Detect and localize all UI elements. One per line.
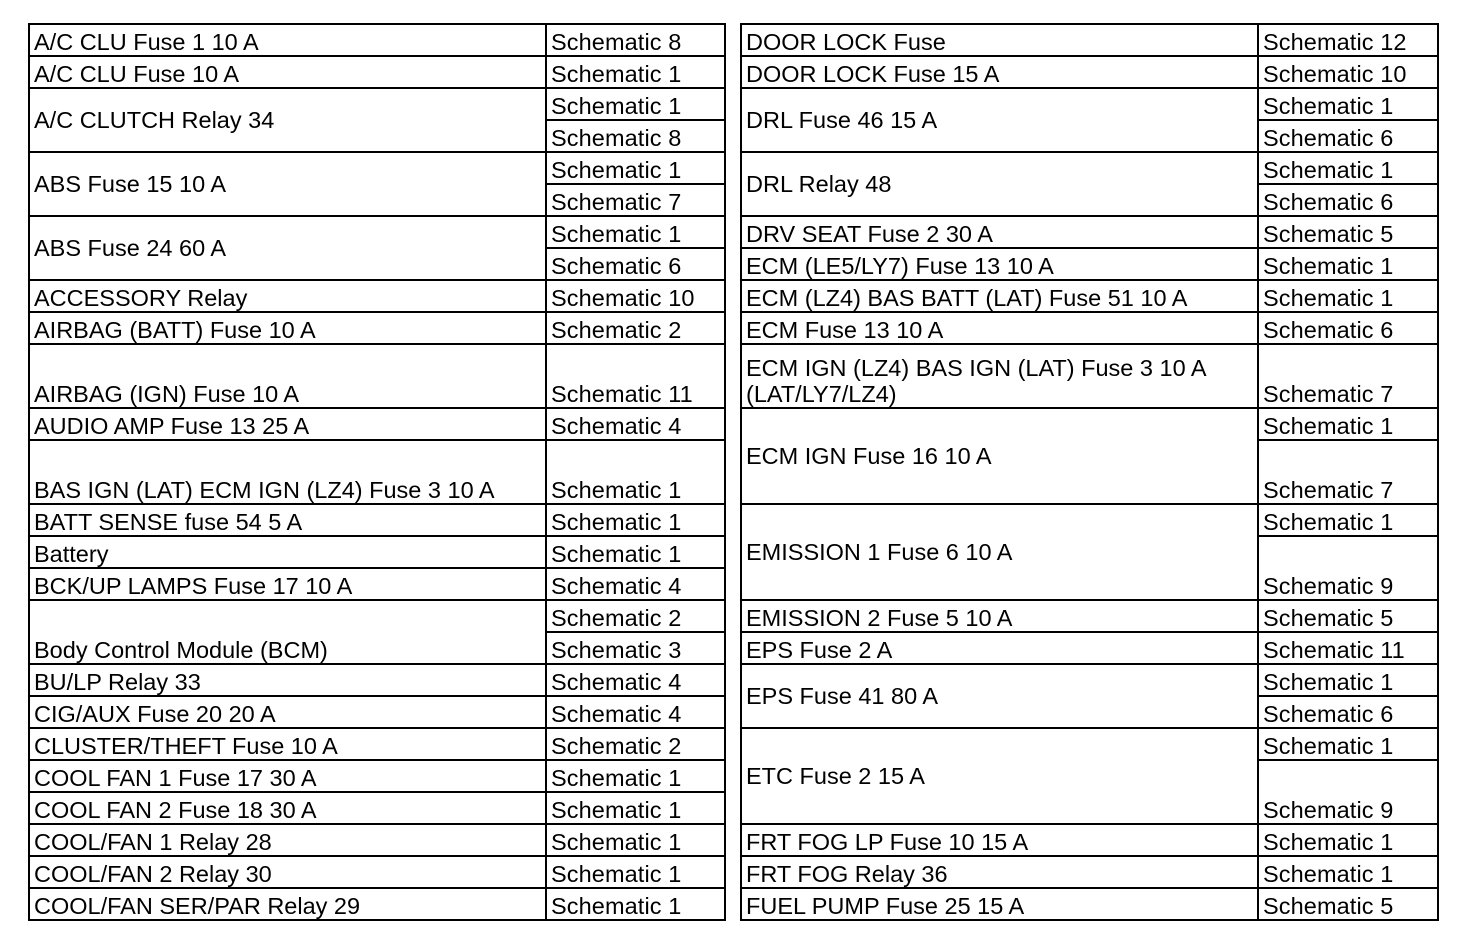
schematic-ref: Schematic 8 <box>546 24 725 56</box>
schematic-ref: Schematic 5 <box>1258 888 1438 920</box>
table-row <box>29 56 725 88</box>
table-row <box>741 504 1438 536</box>
table-row <box>741 600 1438 632</box>
table-row <box>29 824 725 856</box>
component-name: COOL/FAN 2 Relay 30 <box>29 856 546 888</box>
component-name: BATT SENSE fuse 54 5 A <box>29 504 546 536</box>
table-row <box>29 568 725 600</box>
schematic-ref: Schematic 1 <box>1258 88 1438 120</box>
component-name: ECM Fuse 13 10 A <box>741 312 1258 344</box>
schematic-ref: Schematic 1 <box>546 440 725 504</box>
schematic-ref: Schematic 7 <box>546 184 725 216</box>
table-row <box>29 792 725 824</box>
table-row <box>29 888 725 920</box>
component-name: DRV SEAT Fuse 2 30 A <box>741 216 1258 248</box>
schematic-ref: Schematic 6 <box>1258 120 1438 152</box>
schematic-ref: Schematic 1 <box>546 536 725 568</box>
component-name: BU/LP Relay 33 <box>29 664 546 696</box>
schematic-ref: Schematic 1 <box>546 152 725 184</box>
schematic-ref: Schematic 5 <box>1258 216 1438 248</box>
schematic-ref: Schematic 6 <box>1258 184 1438 216</box>
component-name: ACCESSORY Relay <box>29 280 546 312</box>
table-row <box>29 312 725 344</box>
table-row <box>29 696 725 728</box>
component-name: BAS IGN (LAT) ECM IGN (LZ4) Fuse 3 10 A <box>29 440 546 504</box>
schematic-ref: Schematic 1 <box>546 504 725 536</box>
table-row <box>29 88 725 120</box>
component-name: ECM (LE5/LY7) Fuse 13 10 A <box>741 248 1258 280</box>
component-name: EMISSION 1 Fuse 6 10 A <box>741 504 1258 600</box>
component-name: BCK/UP LAMPS Fuse 17 10 A <box>29 568 546 600</box>
schematic-ref: Schematic 1 <box>546 888 725 920</box>
table-row <box>29 760 725 792</box>
schematic-ref: Schematic 1 <box>546 792 725 824</box>
component-name: ABS Fuse 15 10 A <box>29 152 546 216</box>
schematic-ref: Schematic 1 <box>546 856 725 888</box>
table-row <box>29 856 725 888</box>
schematic-ref: Schematic 11 <box>1258 632 1438 664</box>
component-name: FUEL PUMP Fuse 25 15 A <box>741 888 1258 920</box>
schematic-ref: Schematic 1 <box>1258 248 1438 280</box>
table-row <box>741 280 1438 312</box>
component-name: COOL FAN 2 Fuse 18 30 A <box>29 792 546 824</box>
schematic-ref: Schematic 12 <box>1258 24 1438 56</box>
schematic-ref: Schematic 4 <box>546 568 725 600</box>
schematic-ref: Schematic 3 <box>546 632 725 664</box>
component-index-table-right <box>740 23 1439 921</box>
schematic-ref: Schematic 1 <box>1258 824 1438 856</box>
component-name: Battery <box>29 536 546 568</box>
schematic-ref: Schematic 6 <box>546 248 725 280</box>
schematic-ref: Schematic 7 <box>1258 344 1438 408</box>
schematic-ref: Schematic 1 <box>1258 152 1438 184</box>
component-name: ECM IGN Fuse 16 10 A <box>741 408 1258 504</box>
table-row <box>29 24 725 56</box>
table-row <box>741 408 1438 440</box>
component-name: A/C CLUTCH Relay 34 <box>29 88 546 152</box>
table-row <box>741 216 1438 248</box>
component-name: FRT FOG Relay 36 <box>741 856 1258 888</box>
table-row <box>741 728 1438 760</box>
table-row <box>741 664 1438 696</box>
schematic-ref: Schematic 1 <box>546 824 725 856</box>
table-row <box>741 312 1438 344</box>
schematic-ref: Schematic 1 <box>546 56 725 88</box>
table-row <box>29 152 725 184</box>
table-row <box>741 152 1438 184</box>
schematic-ref: Schematic 6 <box>1258 696 1438 728</box>
schematic-ref: Schematic 1 <box>546 760 725 792</box>
table-row <box>29 664 725 696</box>
table-row <box>741 824 1438 856</box>
component-name: DRL Relay 48 <box>741 152 1258 216</box>
component-name: DRL Fuse 46 15 A <box>741 88 1258 152</box>
schematic-ref: Schematic 10 <box>1258 56 1438 88</box>
table-row <box>29 536 725 568</box>
component-name: Body Control Module (BCM) <box>29 600 546 664</box>
table-row <box>29 504 725 536</box>
table-row <box>741 888 1438 920</box>
table-row <box>741 344 1438 408</box>
component-name: AIRBAG (IGN) Fuse 10 A <box>29 344 546 408</box>
table-row <box>29 344 725 408</box>
table-row <box>29 728 725 760</box>
schematic-ref: Schematic 9 <box>1258 760 1438 824</box>
schematic-ref: Schematic 4 <box>546 696 725 728</box>
schematic-ref: Schematic 1 <box>1258 728 1438 760</box>
schematic-ref: Schematic 11 <box>546 344 725 408</box>
schematic-ref: Schematic 8 <box>546 120 725 152</box>
component-name: EPS Fuse 41 80 A <box>741 664 1258 728</box>
component-name: DOOR LOCK Fuse 15 A <box>741 56 1258 88</box>
table-row <box>29 600 725 632</box>
schematic-ref: Schematic 5 <box>1258 600 1438 632</box>
schematic-ref: Schematic 9 <box>1258 536 1438 600</box>
schematic-ref: Schematic 1 <box>1258 856 1438 888</box>
component-name: COOL FAN 1 Fuse 17 30 A <box>29 760 546 792</box>
schematic-ref: Schematic 6 <box>1258 312 1438 344</box>
component-name: EPS Fuse 2 A <box>741 632 1258 664</box>
schematic-ref: Schematic 1 <box>1258 504 1438 536</box>
schematic-ref: Schematic 10 <box>546 280 725 312</box>
table-row <box>29 216 725 248</box>
schematic-ref: Schematic 2 <box>546 600 725 632</box>
component-name: ECM IGN (LZ4) BAS IGN (LAT) Fuse 3 10 A (LAT/LY7/LZ4) <box>741 344 1258 408</box>
table-row <box>741 248 1438 280</box>
schematic-ref: Schematic 1 <box>1258 664 1438 696</box>
component-name: ABS Fuse 24 60 A <box>29 216 546 280</box>
component-name: ECM (LZ4) BAS BATT (LAT) Fuse 51 10 A <box>741 280 1258 312</box>
schematic-ref: Schematic 4 <box>546 664 725 696</box>
component-name: COOL/FAN SER/PAR Relay 29 <box>29 888 546 920</box>
component-name: CIG/AUX Fuse 20 20 A <box>29 696 546 728</box>
component-name: FRT FOG LP Fuse 10 15 A <box>741 824 1258 856</box>
table-row <box>741 856 1438 888</box>
table-row <box>741 24 1438 56</box>
component-name: AIRBAG (BATT) Fuse 10 A <box>29 312 546 344</box>
component-name: A/C CLU Fuse 10 A <box>29 56 546 88</box>
component-name: CLUSTER/THEFT Fuse 10 A <box>29 728 546 760</box>
table-row <box>29 280 725 312</box>
table-row <box>741 88 1438 120</box>
schematic-ref: Schematic 2 <box>546 312 725 344</box>
table-row <box>741 632 1438 664</box>
table-row <box>29 408 725 440</box>
table-row <box>741 56 1438 88</box>
component-index-table-left <box>28 23 726 921</box>
schematic-ref: Schematic 1 <box>546 88 725 120</box>
table-row <box>29 440 725 504</box>
component-name: DOOR LOCK Fuse <box>741 24 1258 56</box>
component-name: COOL/FAN 1 Relay 28 <box>29 824 546 856</box>
component-name: EMISSION 2 Fuse 5 10 A <box>741 600 1258 632</box>
schematic-ref: Schematic 2 <box>546 728 725 760</box>
schematic-ref: Schematic 7 <box>1258 440 1438 504</box>
component-name: AUDIO AMP Fuse 13 25 A <box>29 408 546 440</box>
component-name: A/C CLU Fuse 1 10 A <box>29 24 546 56</box>
schematic-ref: Schematic 4 <box>546 408 725 440</box>
schematic-ref: Schematic 1 <box>1258 280 1438 312</box>
schematic-ref: Schematic 1 <box>546 216 725 248</box>
component-name: ETC Fuse 2 15 A <box>741 728 1258 824</box>
schematic-ref: Schematic 1 <box>1258 408 1438 440</box>
